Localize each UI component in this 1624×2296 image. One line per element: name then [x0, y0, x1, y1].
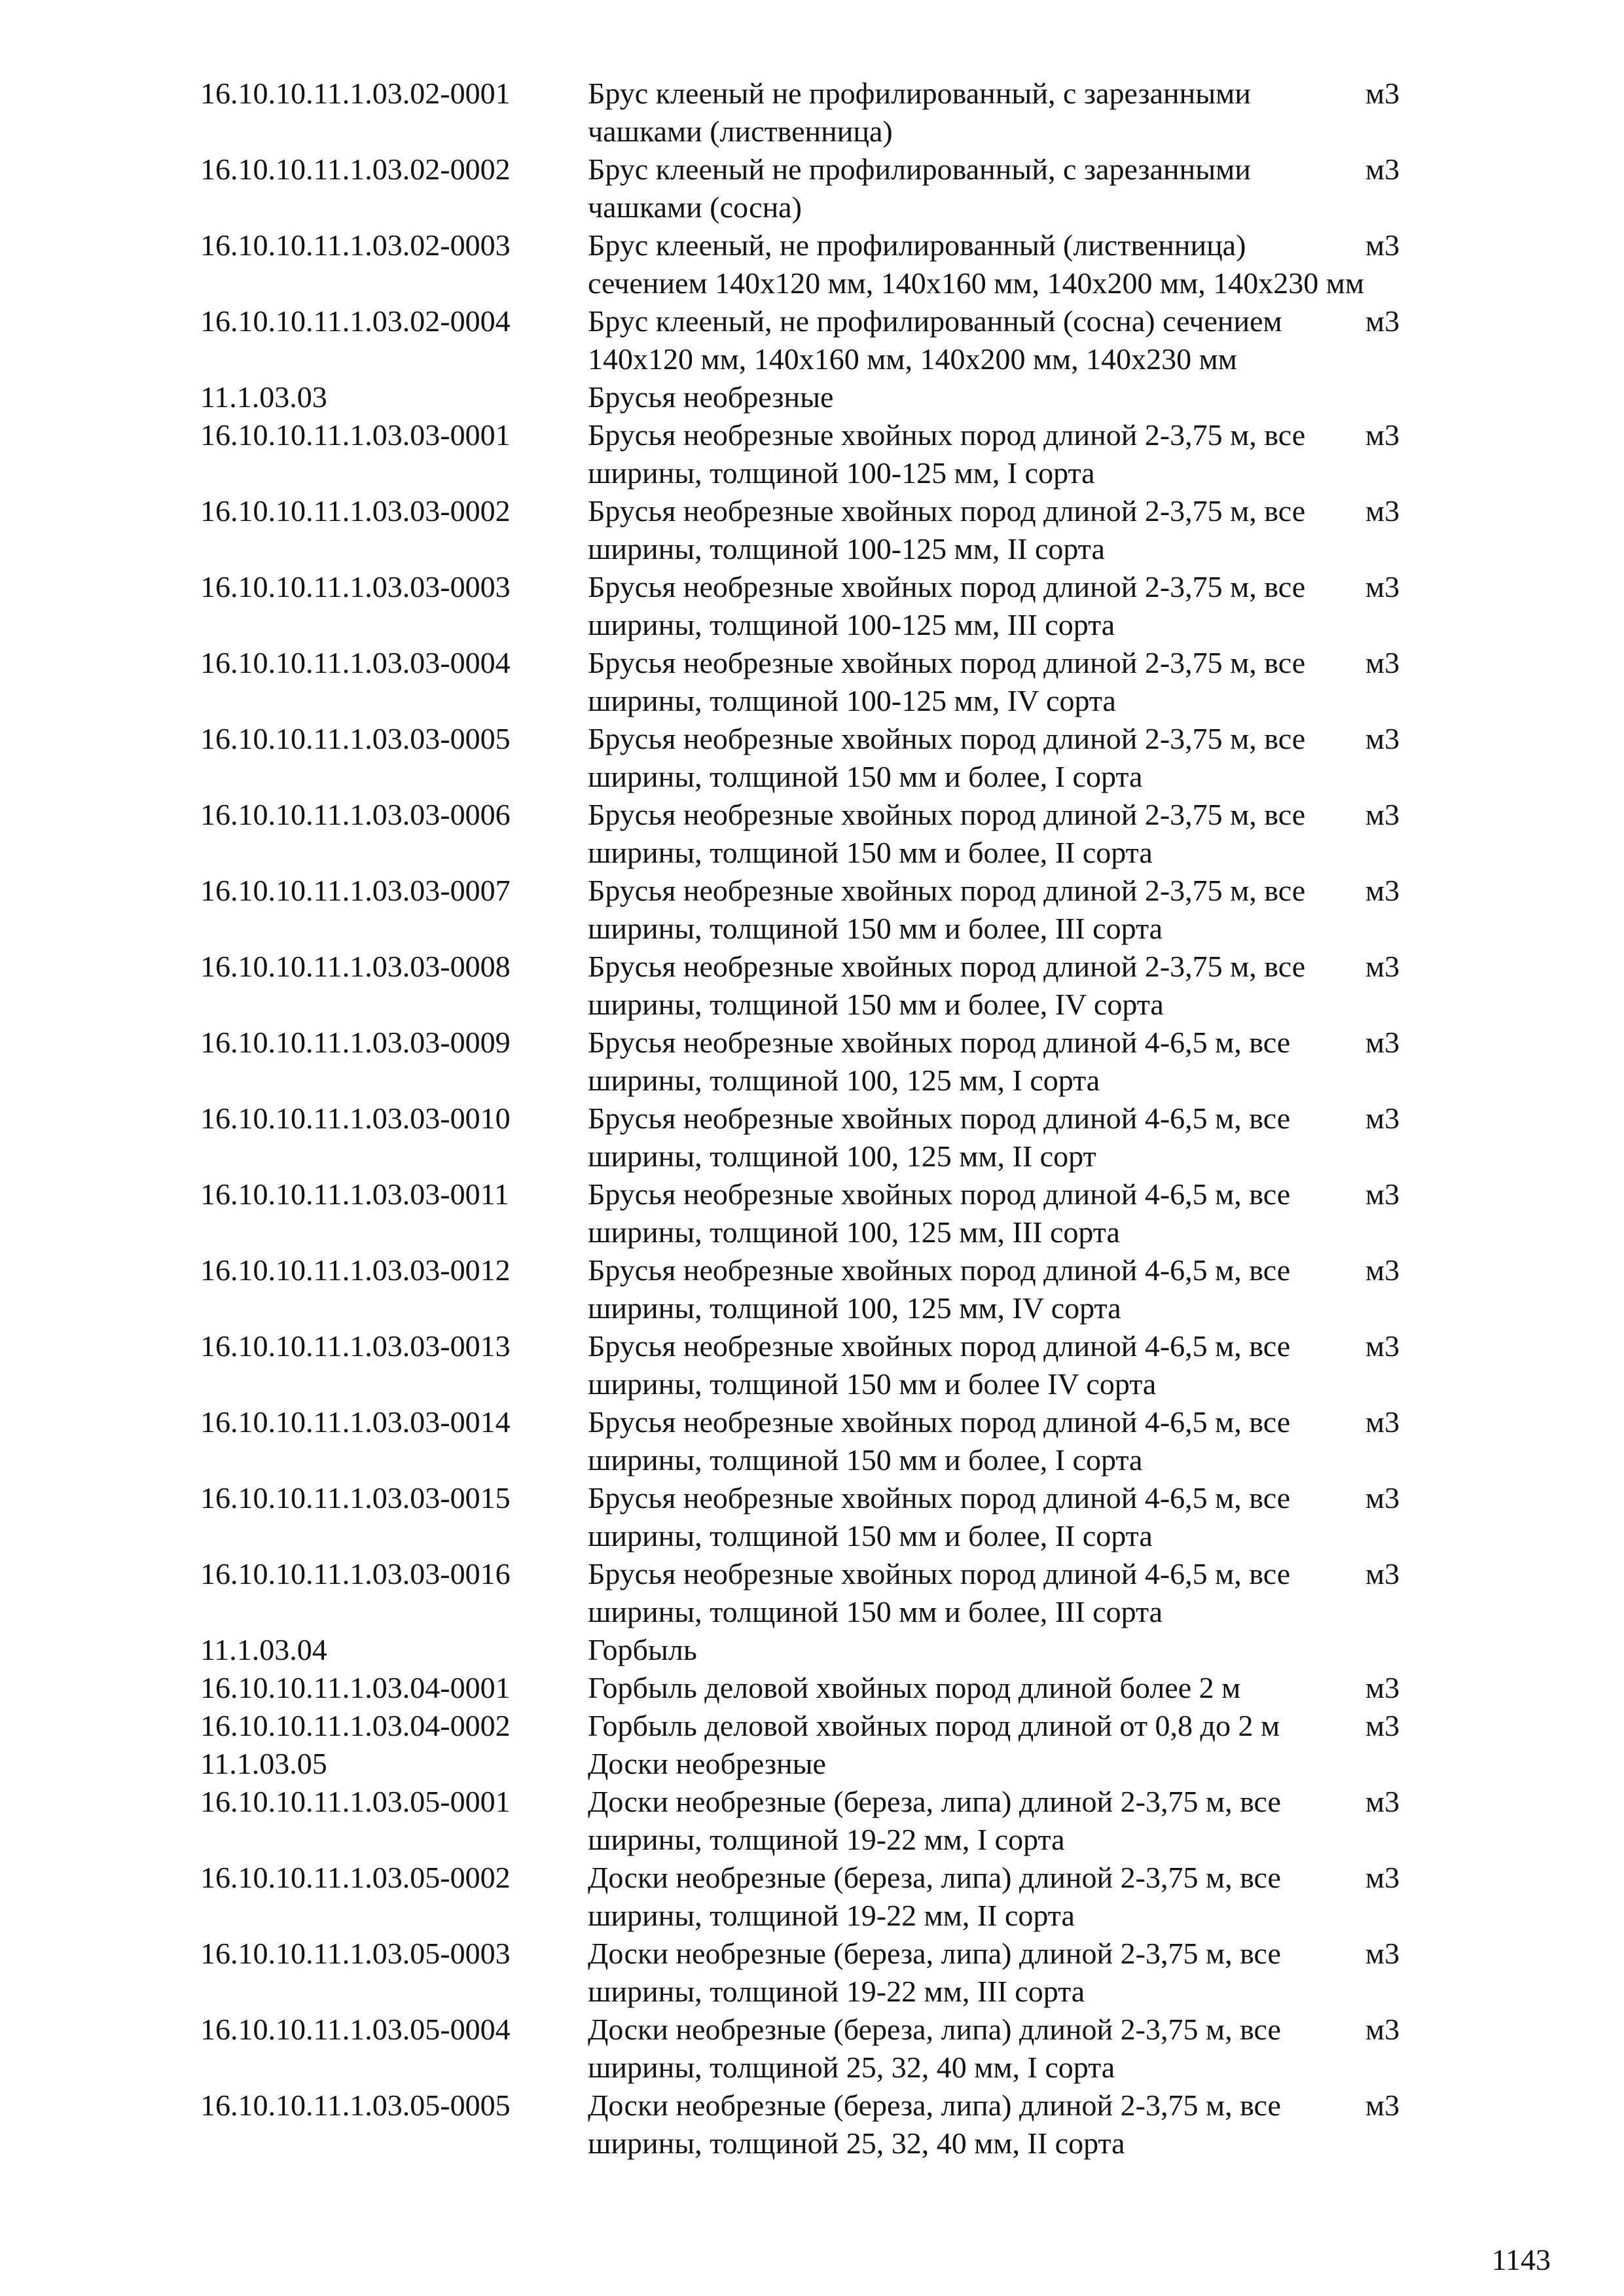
- resource-name: Брус клееный, не профилированный (сосна) сечением 140х120 мм, 140х160 мм, 140х200 мм, 140х230 мм: [588, 304, 1282, 376]
- resource-name: Доски необрезные (береза, липа) длиной 2-3,75 м, все ширины, толщиной 25, 32, 40 мм, I сорта: [588, 2013, 1281, 2084]
- resource-name: Доски необрезные (береза, липа) длиной 2-3,75 м, все ширины, толщиной 25, 32, 40 мм, II сорта: [588, 2089, 1281, 2160]
- resource-unit: м3: [1365, 1177, 1400, 1211]
- group-heading-row: [200, 1631, 1483, 1669]
- table-row: [200, 1479, 1483, 1555]
- resource-code: 16.10.10.11.1.03.03-0011: [200, 1177, 509, 1211]
- table-row: [200, 1100, 1483, 1175]
- resource-name: Брусья необрезные хвойных пород длиной 2-3,75 м, все ширины, толщиной 100-125 мм, I сорта: [588, 418, 1306, 490]
- resource-unit: м3: [1365, 646, 1400, 679]
- table-row: [200, 75, 1483, 151]
- resource-name: Брусья необрезные хвойных пород длиной 4-6,5 м, все ширины, толщиной 100, 125 мм, IV сорта: [588, 1253, 1291, 1325]
- table-row: [200, 1555, 1483, 1631]
- resource-code: 11.1.03.05: [200, 1747, 327, 1780]
- resource-name: Брусья необрезные хвойных пород длиной 4-6,5 м, все ширины, толщиной 150 мм и более, II сорта: [588, 1481, 1291, 1552]
- resource-unit: м3: [1365, 228, 1400, 262]
- resource-code: 16.10.10.11.1.03.03-0014: [200, 1405, 511, 1439]
- table-row: [200, 948, 1483, 1024]
- resource-name: Горбыль деловой хвойных пород длиной более 2 м: [588, 1671, 1241, 1704]
- resource-code: 16.10.10.11.1.03.05-0004: [200, 2013, 511, 2046]
- resource-unit: м3: [1365, 1709, 1400, 1742]
- resource-unit: м3: [1365, 152, 1400, 186]
- resource-name: Брусья необрезные хвойных пород длиной 2-3,75 м, все ширины, толщиной 150 мм и более, II сорта: [588, 798, 1306, 869]
- resource-code: 16.10.10.11.1.03.02-0003: [200, 228, 511, 262]
- resource-code: 16.10.10.11.1.03.04-0002: [200, 1709, 511, 1742]
- resource-code: 16.10.10.11.1.03.03-0001: [200, 418, 511, 452]
- resource-unit: м3: [1365, 1405, 1400, 1439]
- resource-unit: м3: [1365, 1253, 1400, 1287]
- table-row: [200, 872, 1483, 948]
- resource-name: Брус клееный, не профилированный (лиственница) сечением 140х120 мм, 140х160 мм, 140х200 мм, 140х230 мм: [588, 228, 1364, 300]
- resource-code: 16.10.10.11.1.03.03-0003: [200, 570, 511, 603]
- resource-code: 16.10.10.11.1.03.03-0005: [200, 722, 511, 755]
- resource-code: 16.10.10.11.1.03.02-0004: [200, 304, 511, 338]
- table-row: [200, 416, 1483, 492]
- table-row: [200, 492, 1483, 568]
- resource-code: 16.10.10.11.1.03.03-0007: [200, 874, 511, 907]
- resource-code: 16.10.10.11.1.03.04-0001: [200, 1671, 511, 1704]
- resource-name: Брусья необрезные хвойных пород длиной 2-3,75 м, все ширины, толщиной 100-125 мм, IV сорта: [588, 646, 1306, 717]
- resource-unit: м3: [1365, 1861, 1400, 1894]
- resource-unit: м3: [1365, 2013, 1400, 2046]
- resource-code: 16.10.10.11.1.03.03-0013: [200, 1329, 511, 1363]
- group-heading-row: [200, 1745, 1483, 1783]
- resource-code: 16.10.10.11.1.03.05-0001: [200, 1785, 511, 1818]
- resource-name: Доски необрезные (береза, липа) длиной 2-3,75 м, все ширины, толщиной 19-22 мм, I сорта: [588, 1785, 1281, 1856]
- table-row: [200, 1707, 1483, 1745]
- resource-name: Брусья необрезные хвойных пород длиной 4-6,5 м, все ширины, толщиной 100, 125 мм, I сорта: [588, 1026, 1291, 1097]
- resource-code: 16.10.10.11.1.03.03-0008: [200, 950, 511, 983]
- resource-name: Доски необрезные (береза, липа) длиной 2-3,75 м, все ширины, толщиной 19-22 мм, III сорта: [588, 1937, 1281, 2008]
- resource-name: Брусья необрезные хвойных пород длиной 4-6,5 м, все ширины, толщиной 100, 125 мм, II сорт: [588, 1102, 1291, 1173]
- table-row: [200, 1327, 1483, 1403]
- resource-code: 16.10.10.11.1.03.02-0001: [200, 77, 511, 110]
- resource-code: 16.10.10.11.1.03.03-0015: [200, 1481, 511, 1515]
- resource-name: Брусья необрезные хвойных пород длиной 4-6,5 м, все ширины, толщиной 150 мм и более, I сорта: [588, 1405, 1291, 1477]
- resource-name: Брусья необрезные хвойных пород длиной 2-3,75 м, все ширины, толщиной 150 мм и более, IV сорта: [588, 950, 1306, 1021]
- resource-name: Брус клееный не профилированный, с зарезанными чашками (сосна): [588, 152, 1251, 224]
- resource-name: Брусья необрезные хвойных пород длиной 2-3,75 м, все ширины, толщиной 100-125 мм, III сорта: [588, 570, 1306, 641]
- resource-unit: м3: [1365, 494, 1400, 528]
- resource-code: 16.10.10.11.1.03.03-0009: [200, 1026, 511, 1059]
- resource-unit: м3: [1365, 418, 1400, 452]
- table-row: [200, 1669, 1483, 1707]
- resource-code: 11.1.03.04: [200, 1633, 327, 1666]
- resource-unit: м3: [1365, 1557, 1400, 1590]
- resource-code: 11.1.03.03: [200, 380, 327, 414]
- resource-unit: м3: [1365, 570, 1400, 603]
- table-row: [200, 226, 1483, 302]
- table-row: [200, 151, 1483, 226]
- table-row: [200, 1935, 1483, 2011]
- resource-unit: м3: [1365, 874, 1400, 907]
- resource-code: 16.10.10.11.1.03.03-0012: [200, 1253, 511, 1287]
- resource-unit: м3: [1365, 77, 1400, 110]
- resource-code: 16.10.10.11.1.03.05-0003: [200, 1937, 511, 1970]
- resource-unit: м3: [1365, 1785, 1400, 1818]
- table-row: [200, 796, 1483, 872]
- resource-name: Горбыль: [588, 1633, 697, 1666]
- table-row: [200, 1403, 1483, 1479]
- resource-name: Брусья необрезные хвойных пород длиной 4-6,5 м, все ширины, толщиной 150 мм и более IV сорта: [588, 1329, 1291, 1401]
- table-row: [200, 1251, 1483, 1327]
- resource-name: Доски необрезные: [588, 1747, 826, 1780]
- resource-name: Горбыль деловой хвойных пород длиной от 0,8 до 2 м: [588, 1709, 1280, 1742]
- resource-name: Брусья необрезные хвойных пород длиной 4-6,5 м, все ширины, толщиной 100, 125 мм, III сорта: [588, 1177, 1291, 1249]
- resource-unit: м3: [1365, 1671, 1400, 1704]
- resource-code: 16.10.10.11.1.03.03-0004: [200, 646, 511, 679]
- table-row: [200, 1859, 1483, 1935]
- resource-name: Брусья необрезные хвойных пород длиной 4-6,5 м, все ширины, толщиной 150 мм и более, III сорта: [588, 1557, 1291, 1628]
- table-row: [200, 1175, 1483, 1251]
- resource-name: Брусья необрезные: [588, 380, 834, 414]
- resource-code: 16.10.10.11.1.03.02-0002: [200, 152, 511, 186]
- resource-unit: м3: [1365, 304, 1400, 338]
- table-row: [200, 568, 1483, 644]
- group-heading-row: [200, 378, 1483, 416]
- resource-unit: м3: [1365, 1481, 1400, 1515]
- resource-name: Доски необрезные (береза, липа) длиной 2-3,75 м, все ширины, толщиной 19-22 мм, II сорта: [588, 1861, 1281, 1932]
- resource-code: 16.10.10.11.1.03.05-0005: [200, 2089, 511, 2122]
- resource-code: 16.10.10.11.1.03.03-0010: [200, 1102, 511, 1135]
- resource-name: Брусья необрезные хвойных пород длиной 2-3,75 м, все ширины, толщиной 150 мм и более, I сорта: [588, 722, 1306, 793]
- resource-code: 16.10.10.11.1.03.03-0016: [200, 1557, 511, 1590]
- resource-unit: м3: [1365, 950, 1400, 983]
- resource-unit: м3: [1365, 1026, 1400, 1059]
- table-row: [200, 644, 1483, 720]
- table-row: [200, 720, 1483, 796]
- resource-unit: м3: [1365, 1329, 1400, 1363]
- table-row: [200, 2011, 1483, 2087]
- resource-code: 16.10.10.11.1.03.03-0002: [200, 494, 511, 528]
- resource-table: [200, 75, 1483, 2162]
- resource-unit: м3: [1365, 2089, 1400, 2122]
- table-row: [200, 1783, 1483, 1859]
- resource-unit: м3: [1365, 1102, 1400, 1135]
- resource-code: 16.10.10.11.1.03.03-0006: [200, 798, 511, 831]
- resource-name: Брус клееный не профилированный, с зарезанными чашками (лиственница): [588, 77, 1251, 148]
- table-row: [200, 2087, 1483, 2162]
- table-row: [200, 302, 1483, 378]
- resource-unit: м3: [1365, 1937, 1400, 1970]
- resource-name: Брусья необрезные хвойных пород длиной 2-3,75 м, все ширины, толщиной 150 мм и более, III сорта: [588, 874, 1306, 945]
- page-number: 1143: [1491, 2243, 1551, 2276]
- resource-unit: м3: [1365, 798, 1400, 831]
- resource-code: 16.10.10.11.1.03.05-0002: [200, 1861, 511, 1894]
- resource-unit: м3: [1365, 722, 1400, 755]
- table-row: [200, 1024, 1483, 1100]
- resource-name: Брусья необрезные хвойных пород длиной 2-3,75 м, все ширины, толщиной 100-125 мм, II сорта: [588, 494, 1306, 565]
